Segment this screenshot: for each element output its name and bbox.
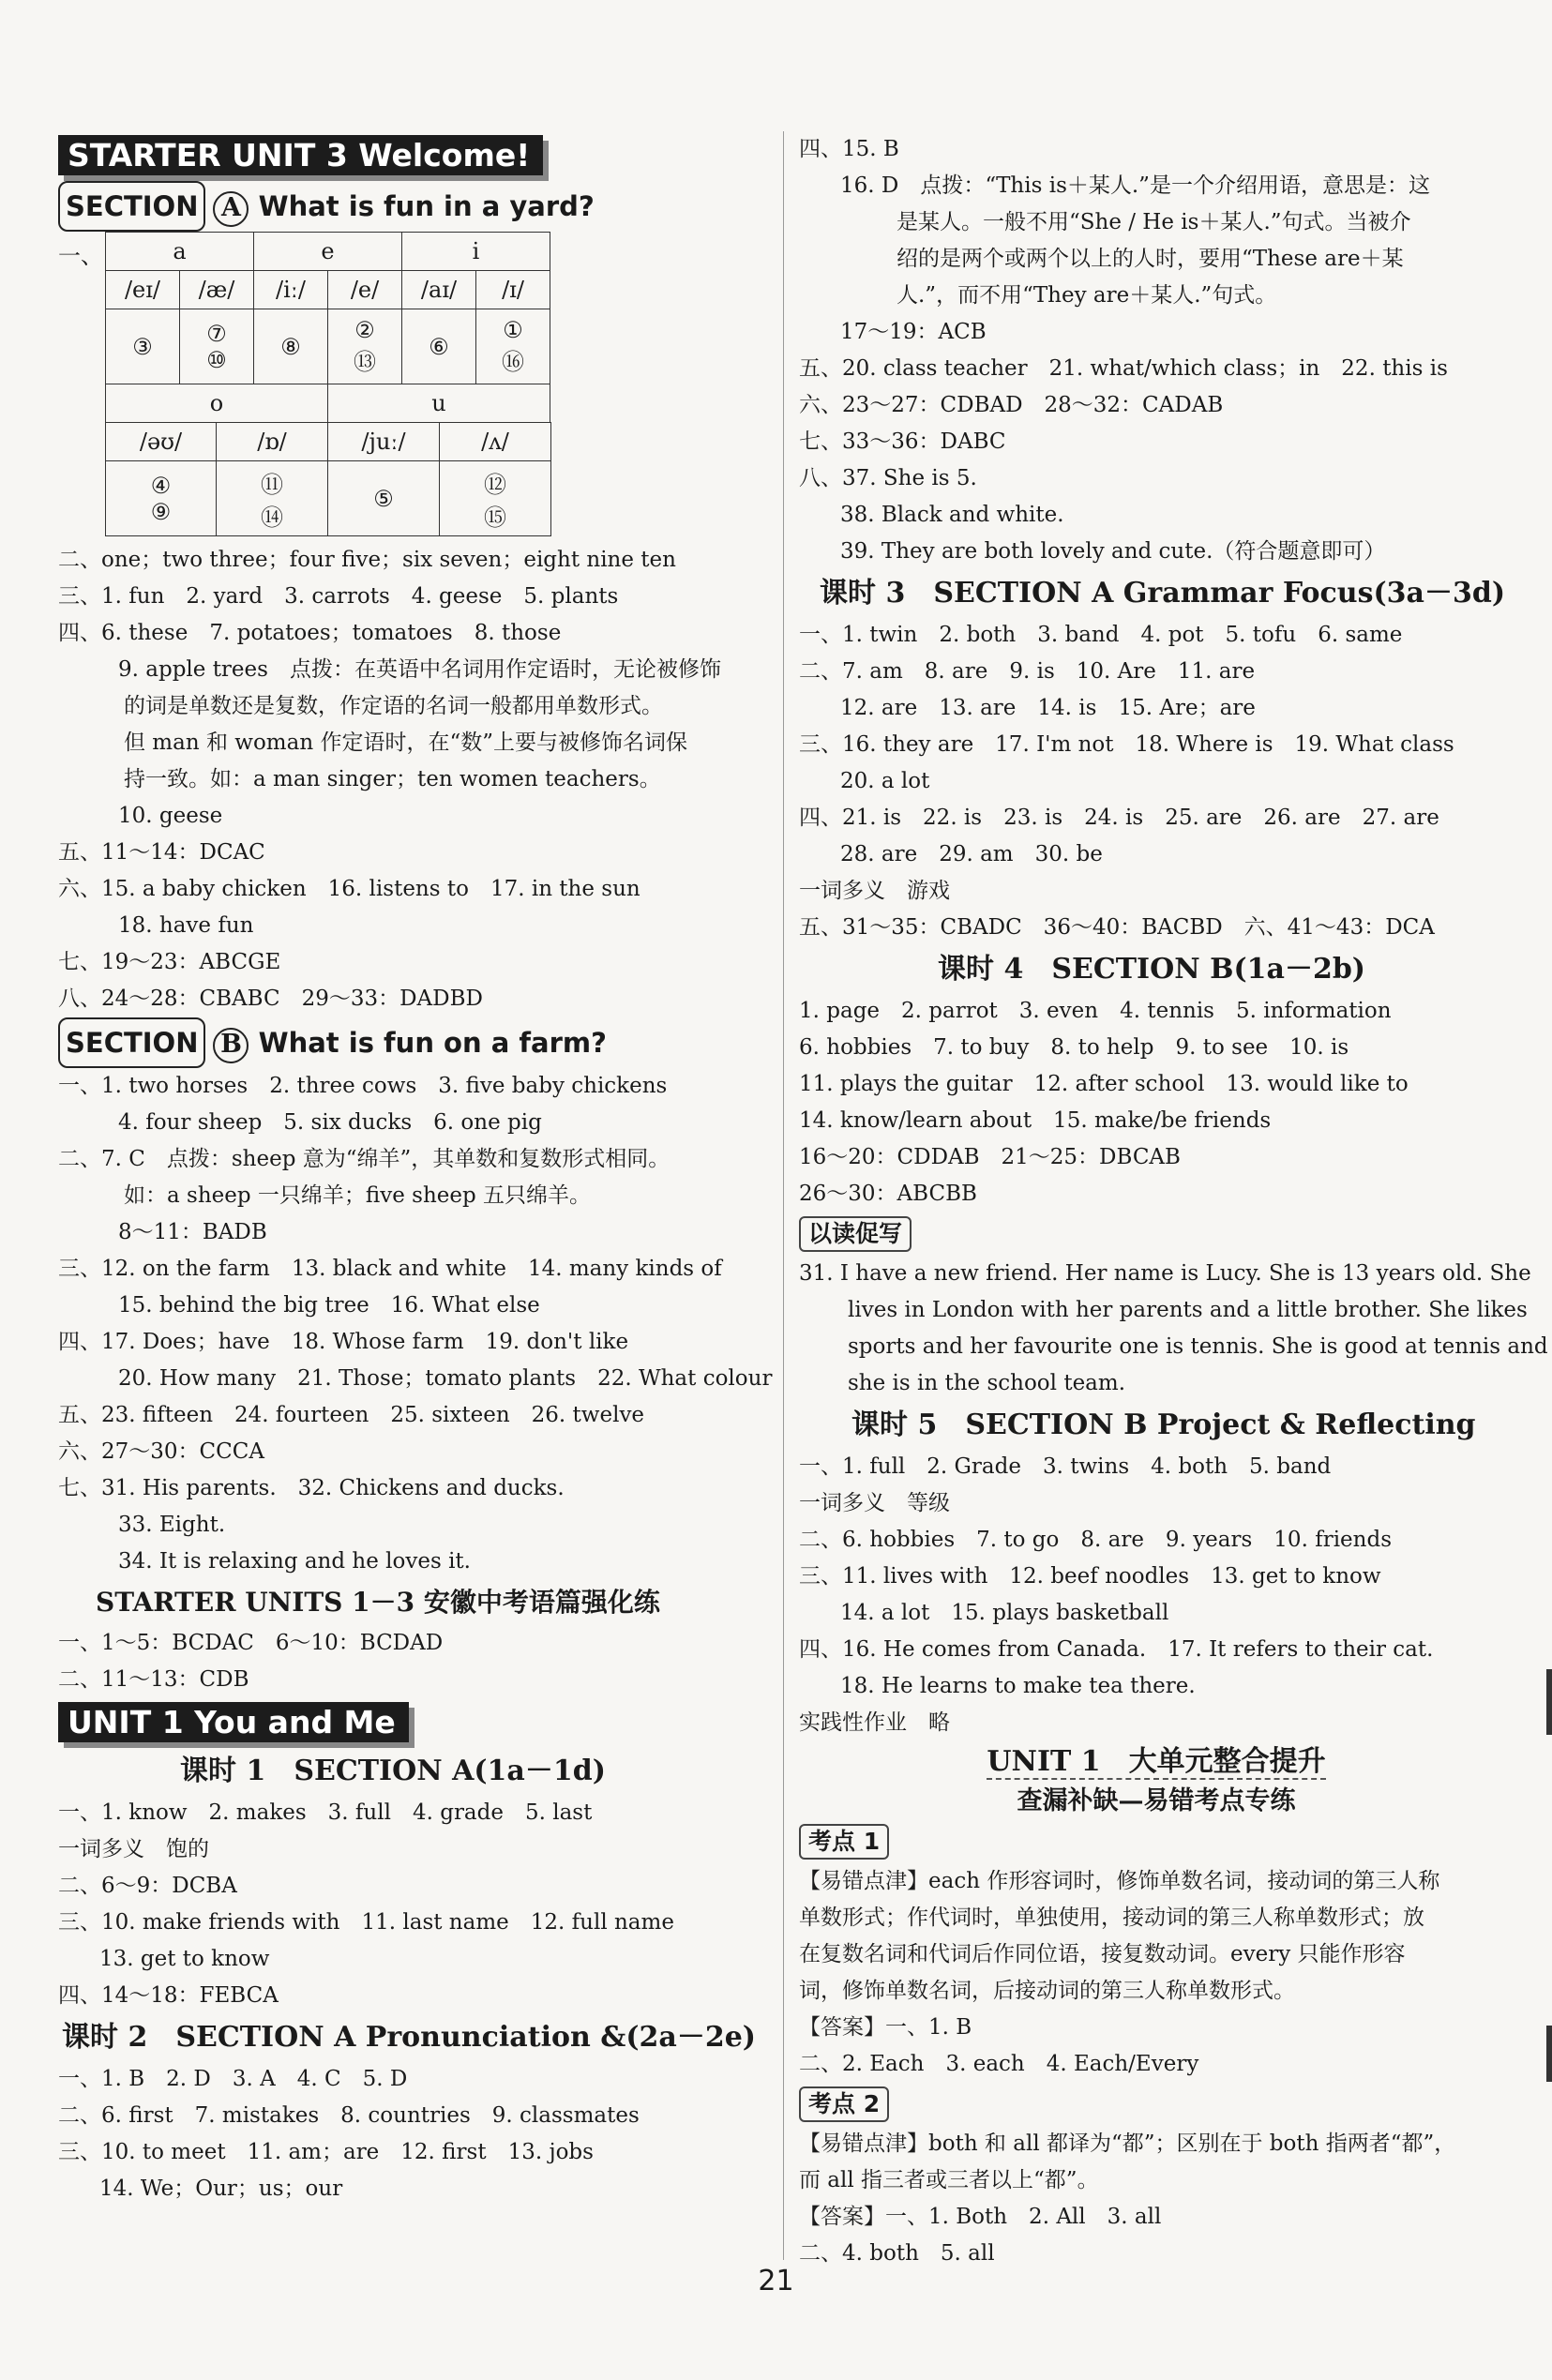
- answer-line: 七、31. His parents. 32. Chickens and ducks.: [58, 1476, 565, 1500]
- answer-line: 五、11～14：DCAC: [58, 840, 265, 865]
- ipa-cell: /ʌ/: [440, 423, 551, 461]
- section-label: SECTION: [58, 181, 205, 232]
- answer-line: 10. geese: [118, 804, 223, 828]
- answer-line: 一词多义 饱的: [58, 1837, 209, 1861]
- section-title: What is fun in a yard?: [258, 190, 595, 222]
- page-edge-mark: [1546, 2026, 1552, 2082]
- answer-line: 26～30：ABCBB: [799, 1182, 977, 1206]
- lesson-2-heading: 课时 2 SECTION A Pronunciation &(2a－2e): [62, 2021, 756, 2054]
- answer-line: 二、2. Each 3. each 4. Each/Every: [799, 2052, 1199, 2076]
- num-cell: ① ⑯: [476, 309, 550, 384]
- lesson-5-heading: 课时 5 SECTION B Project & Reflecting: [851, 1408, 1476, 1441]
- tip-line: 是某人。一般不用“She / He is＋某人.”句式。当被介: [897, 210, 1411, 234]
- answer-line: 4. four sheep 5. six ducks 6. one pig: [118, 1110, 542, 1135]
- answer-line: 五、23. fifteen 24. fourteen 25. sixteen 26. twelve: [58, 1403, 645, 1427]
- ipa-cell: /e/: [328, 271, 402, 309]
- ipa-cell: /juː/: [328, 423, 440, 461]
- num-cell: ⑥: [402, 309, 476, 384]
- answer-line: 【答案】一、1. B: [799, 2015, 972, 2040]
- answer-line: 三、11. lives with 12. beef noodles 13. get to know: [799, 1564, 1381, 1589]
- tip-line: 16. D 点拨：“This is＋某人.”是一个介绍用语，意思是：这: [840, 173, 1430, 198]
- answer-line: 四、6. these 7. potatoes；tomatoes 8. those: [58, 621, 562, 645]
- answer-line: 一词多义 游戏: [799, 879, 950, 903]
- header-u: u: [328, 384, 550, 423]
- banner-subtitle: You and Me: [194, 1704, 396, 1740]
- answer-line: 18. have fun: [118, 913, 254, 938]
- num-cell: ⑦ ⑩: [180, 309, 254, 384]
- num-cell: ⑪ ⑭: [217, 461, 328, 536]
- answer-line: 三、1. fun 2. yard 3. carrots 4. geese 5. plants: [58, 584, 619, 609]
- answer-line: 六、27～30：CCCA: [58, 1439, 264, 1464]
- answer-line: 6. hobbies 7. to buy 8. to help 9. to see 10. is: [799, 1035, 1349, 1060]
- answer-line: 四、15. B: [799, 137, 899, 161]
- answer-line: 八、37. She is 5.: [799, 466, 977, 490]
- note-line: 词，修饰单数名词，后接动词的第三人称单数形式。: [799, 1979, 1295, 2003]
- tip-line: 但 man 和 woman 作定语时，在“数”上要与被修饰名词保: [124, 731, 687, 755]
- answer-line: 1. page 2. parrot 3. even 4. tennis 5. information: [799, 999, 1392, 1023]
- tip-line: 绍的是两个或两个以上的人时，要用“These are＋某: [897, 247, 1404, 271]
- unit-1-banner: [58, 1702, 409, 1742]
- answer-line: 15. behind the big tree 16. What else: [118, 1293, 540, 1318]
- num-cell: ⑤: [328, 461, 440, 536]
- ipa-cell: /eɪ/: [106, 271, 180, 309]
- answer-line: 实践性作业 略: [799, 1710, 950, 1735]
- section-letter: A: [213, 191, 249, 227]
- tip-line: 持一致。如：a man singer；ten women teachers。: [124, 767, 661, 791]
- answer-line: 13. get to know: [99, 1947, 270, 1971]
- tip-line: 9. apple trees 点拨：在英语中名词用作定语时，无论被修饰: [118, 657, 721, 682]
- answer-line: 五、20. class teacher 21. what/which class；in 22. this is: [799, 356, 1448, 381]
- answer-line: 一、1. twin 2. both 3. band 4. pot 5. tofu 6. same: [799, 623, 1403, 647]
- answer-line: 14. a lot 15. plays basketball: [840, 1601, 1169, 1625]
- section-title: What is fun on a farm?: [258, 1027, 607, 1059]
- answer-line: 二、4. both 5. all: [799, 2241, 995, 2266]
- unit-1-review-title: [799, 1741, 1514, 1783]
- section-letter: B: [213, 1028, 249, 1063]
- answer-line: 三、10. to meet 11. am；are 12. first 13. jobs: [58, 2140, 594, 2164]
- note-line: 【易错点津】each 作形容词时，修饰单数名词，接动词的第三人称: [799, 1869, 1440, 1893]
- answer-line: 28. are 29. am 30. be: [840, 842, 1103, 866]
- tip-line: 如：a sheep 一只绵羊；five sheep 五只绵羊。: [124, 1183, 592, 1208]
- section-a-heading: [58, 181, 771, 232]
- answer-line: 三、10. make friends with 11. last name 12. full name: [58, 1910, 674, 1935]
- lesson-1-heading: 课时 1 SECTION A(1a－1d): [180, 1755, 606, 1787]
- essay-line: lives in London with her parents and a little brother. She likes: [848, 1298, 1528, 1322]
- answer-line: 12. are 13. are 14. is 15. Are；are: [840, 696, 1256, 720]
- answer-line: 二、6. first 7. mistakes 8. countries 9. classmates: [58, 2103, 640, 2128]
- ipa-cell: /əʊ/: [106, 423, 217, 461]
- answer-line: 四、17. Does；have 18. Whose farm 19. don't like: [58, 1330, 629, 1354]
- answer-line: 一、1. B 2. D 3. A 4. C 5. D: [58, 2067, 408, 2091]
- answer-line: 20. How many 21. Those；tomato plants 22. What colour: [118, 1366, 773, 1391]
- num-cell: ② ⑬: [328, 309, 402, 384]
- answer-line: 17～19：ACB: [840, 320, 987, 344]
- essay-line: 31. I have a new friend. Her name is Lucy. She is 13 years old. She: [799, 1261, 1531, 1286]
- answer-line: 一、1. full 2. Grade 3. twins 4. both 5. band: [799, 1454, 1332, 1479]
- phonics-table-block: [58, 232, 771, 536]
- answer-line: 一、1. know 2. makes 3. full 4. grade 5. last: [58, 1800, 593, 1825]
- answer-line: 38. Black and white.: [840, 503, 1064, 527]
- ipa-cell: /ɒ/: [217, 423, 328, 461]
- ipa-cell: /iː/: [254, 271, 328, 309]
- ipa-cell: /æ/: [180, 271, 254, 309]
- answer-line: 六、15. a baby chicken 16. listens to 17. in the sun: [58, 877, 640, 901]
- num-cell: ④ ⑨: [106, 461, 217, 536]
- answer-line: 四、21. is 22. is 23. is 24. is 25. are 26. are 27. are: [799, 806, 1439, 830]
- tip-line: 的词是单数还是复数，作定语的名词一般都用单数形式。: [124, 694, 663, 718]
- note-line: 在复数名词和代词后作同位语，接复数动词。every 只能作形容: [799, 1942, 1406, 1966]
- unit-1-review-title-text: UNIT 1 大单元整合提升: [987, 1745, 1326, 1778]
- answer-line: 二、6. hobbies 7. to go 8. are 9. years 10. friends: [799, 1528, 1393, 1552]
- ipa-cell: /aɪ/: [402, 271, 476, 309]
- lesson-4-heading: 课时 4 SECTION B(1a－2b): [938, 953, 1365, 986]
- num-cell: ⑧: [254, 309, 328, 384]
- answer-line: 【答案】一、1. Both 2. All 3. all: [799, 2205, 1162, 2229]
- answer-line: 8～11：BADB: [118, 1220, 267, 1244]
- answer-line: 20. a lot: [840, 769, 930, 793]
- note-line: 单数形式；作代词时，单独使用，接动词的第三人称单数形式；放: [799, 1906, 1424, 1930]
- answer-line: 四、14～18：FEBCA: [58, 1983, 279, 2008]
- answer-line: 33. Eight.: [118, 1513, 226, 1537]
- essay-line: she is in the school team.: [848, 1371, 1126, 1395]
- phonics-table-lower: [105, 422, 551, 536]
- answer-line: 二、7. C 点拨：sheep 意为“绵羊”，其单数和复数形式相同。: [58, 1147, 671, 1171]
- answer-line: 五、31～35：CBADC 36～40：BACBD 六、41～43：DCA: [799, 915, 1435, 940]
- answer-line: 二、one；two three；four five；six seven；eight nine ten: [58, 548, 676, 572]
- answer-line: 二、7. am 8. are 9. is 10. Are 11. are: [799, 659, 1256, 684]
- starter-unit-3-banner: [58, 135, 543, 175]
- answer-line: 七、33～36：DABC: [799, 429, 1006, 454]
- banner-title: UNIT 1: [68, 1704, 184, 1740]
- answer-line: 三、12. on the farm 13. black and white 14. many kinds of: [58, 1257, 722, 1281]
- right-column: [799, 131, 1548, 2272]
- tip-line: 人.”，而不用“They are＋某人.”句式。: [897, 283, 1277, 308]
- answer-line: 八、24～28：CBABC 29～33：DADBD: [58, 987, 483, 1011]
- section-b-heading: [58, 1017, 771, 1068]
- note-line: 【易错点津】both 和 all 都译为“都”；区别在于 both 指两者“都”，: [799, 2131, 1456, 2156]
- section-label: SECTION: [58, 1017, 205, 1068]
- header-e: e: [254, 233, 402, 271]
- kaodian-1-tag: 考点 1: [799, 1824, 889, 1860]
- phonics-label: 一、: [58, 243, 103, 269]
- answer-line: 三、16. they are 17. I'm not 18. Where is 19. What class: [799, 732, 1454, 757]
- read-write-tag: 以读促写: [799, 1216, 912, 1252]
- header-i: i: [402, 233, 550, 271]
- left-column: [58, 131, 771, 2207]
- answer-line: 11. plays the guitar 12. after school 13. would like to: [799, 1072, 1409, 1096]
- unit-1-review-subtitle: 查漏补缺—易错考点专练: [1017, 1786, 1296, 1815]
- answer-line: 二、6～9：DCBA: [58, 1874, 237, 1898]
- answer-line: 一、1. two horses 2. three cows 3. five baby chickens: [58, 1074, 668, 1098]
- answer-line: 14. We；Our；us；our: [99, 2177, 343, 2201]
- banner-title: STARTER UNIT 3: [68, 137, 348, 173]
- answer-line: 18. He learns to make tea there.: [840, 1674, 1196, 1698]
- starter-units-heading: STARTER UNITS 1－3 安徽中考语篇强化练: [96, 1587, 660, 1618]
- answer-line: 16～20：CDDAB 21～25：DBCAB: [799, 1145, 1181, 1169]
- note-line: 而 all 指三者或三者以上“都”。: [799, 2168, 1099, 2192]
- page-number: 21: [758, 2265, 794, 2297]
- answer-line: 一、1～5：BCDAC 6～10：BCDAD: [58, 1631, 444, 1655]
- answer-line: 六、23～27：CDBAD 28～32：CADAB: [799, 393, 1224, 417]
- num-cell: ③: [106, 309, 180, 384]
- answer-line: 七、19～23：ABCGE: [58, 950, 281, 974]
- header-a: a: [106, 233, 254, 271]
- ipa-cell: /ɪ/: [476, 271, 550, 309]
- num-cell: ⑫ ⑮: [440, 461, 551, 536]
- header-o: o: [106, 384, 328, 423]
- answer-line: 二、11～13：CDB: [58, 1667, 249, 1692]
- answer-line: 四、16. He comes from Canada. 17. It refers to their cat.: [799, 1637, 1434, 1662]
- answer-line: 39. They are both lovely and cute.（符合题意即可）: [840, 539, 1386, 564]
- phonics-table: [105, 232, 550, 423]
- page-edge-mark: [1546, 1669, 1552, 1735]
- banner-subtitle: Welcome!: [358, 137, 531, 173]
- lesson-3-heading: 课时 3 SECTION A Grammar Focus(3a－3d): [820, 577, 1506, 610]
- answer-line: 14. know/learn about 15. make/be friends: [799, 1108, 1272, 1133]
- column-divider: [783, 131, 784, 2260]
- answer-line: 一词多义 等级: [799, 1491, 950, 1515]
- answer-line: 34. It is relaxing and he loves it.: [118, 1549, 471, 1574]
- kaodian-2-tag: 考点 2: [799, 2086, 889, 2122]
- essay-line: sports and her favourite one is tennis. She is good at tennis and: [848, 1334, 1548, 1359]
